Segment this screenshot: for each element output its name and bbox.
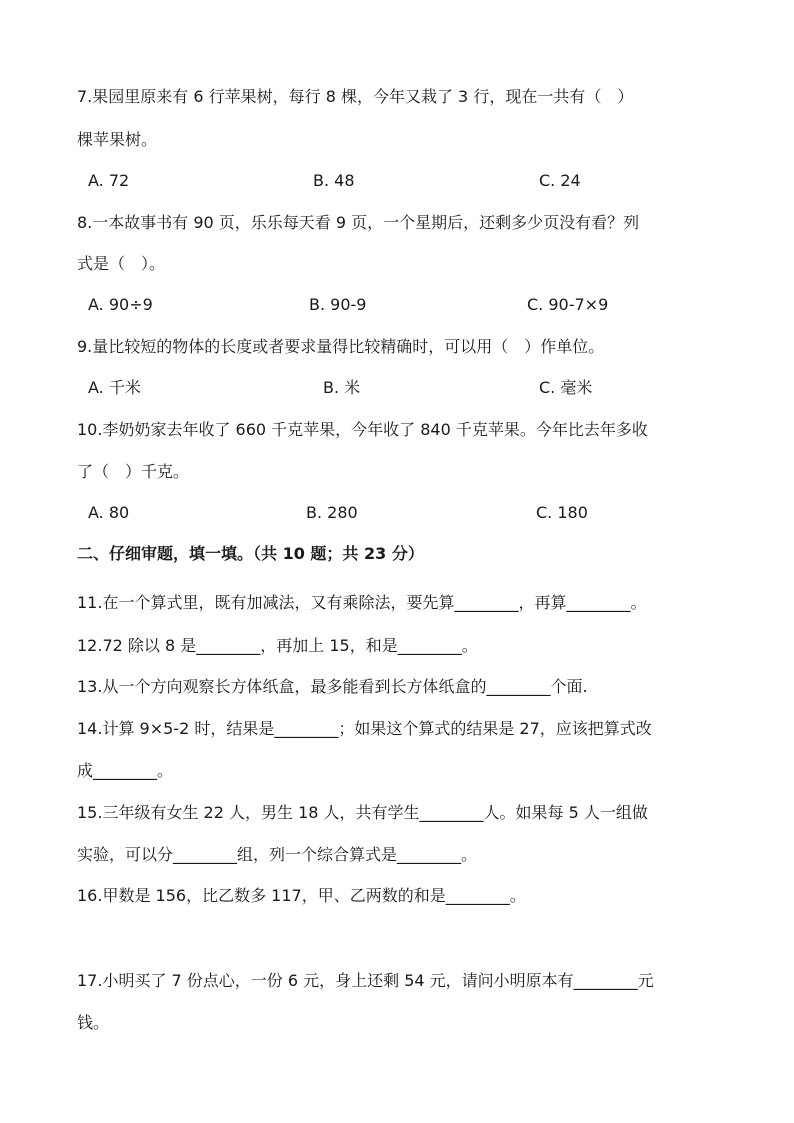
question-8-line-1: 8.一本故事书有 90 页，乐乐每天看 9 页，一个星期后，还剩多少页没有看？列 [77,213,640,232]
question-10-line-1: 10.李奶奶家去年收了 660 千克苹果，今年收了 840 千克苹果。今年比去年多收 [77,420,648,439]
section-2-title: 二、仔细审题，填一填。（共 10 题；共 23 分） [77,544,424,563]
question-7-option-b[interactable]: B. 48 [313,171,355,190]
question-17-line-2: 钱。 [77,1013,110,1032]
question-9-option-a[interactable]: A. 千米 [88,378,141,397]
question-10-line-2: 了（ ）千克。 [77,462,190,481]
question-8-line-2: 式是（ ）。 [77,254,166,273]
question-8-option-c[interactable]: C. 90-7×9 [527,295,609,314]
question-9-option-c[interactable]: C. 毫米 [539,378,593,397]
question-13-line-1: 13.从一个方向观察长方体纸盒，最多能看到长方体纸盒的________个面. [77,677,588,696]
question-10-option-c[interactable]: C. 180 [536,503,588,522]
question-7-line-2: 棵苹果树。 [77,130,158,149]
question-10-option-b[interactable]: B. 280 [306,503,358,522]
question-10-option-a[interactable]: A. 80 [88,503,130,522]
question-7-option-a[interactable]: A. 72 [88,171,130,190]
question-9-option-b[interactable]: B. 米 [323,378,361,397]
question-9-options [0,378,794,398]
question-7-options [0,171,794,191]
question-7-option-c[interactable]: C. 24 [539,171,581,190]
question-7-line-1: 7.果园里原来有 6 行苹果树，每行 8 棵，今年又栽了 3 行，现在一共有（ ） [77,87,634,106]
question-10-options [0,503,794,523]
question-15-line-1: 15.三年级有女生 22 人，男生 18 人，共有学生________人。如果每 5 人一组做 [77,803,648,822]
question-14-line-2: 成________。 [77,761,174,780]
question-8-option-a[interactable]: A. 90÷9 [88,295,153,314]
question-9-line-1: 9.量比较短的物体的长度或者要求量得比较精确时，可以用（ ）作单位。 [77,337,605,356]
question-16-line-1: 16.甲数是 156，比乙数多 117，甲、乙两数的和是________。 [77,886,526,905]
question-14-line-1: 14.计算 9×5-2 时，结果是________；如果这个算式的结果是 27，应该把算式改 [77,719,652,738]
question-11-line-1: 11.在一个算式里，既有加减法，又有乘除法，要先算________，再算________。 [77,593,647,612]
question-8-options [0,295,794,315]
question-8-option-b[interactable]: B. 90-9 [309,295,367,314]
question-12-line-1: 12.72 除以 8 是________，再加上 15，和是________。 [77,636,478,655]
question-17-line-1: 17.小明买了 7 份点心，一份 6 元，身上还剩 54 元，请问小明原本有________元 [77,971,654,990]
question-15-line-2: 实验，可以分________组，列一个综合算式是________。 [77,845,478,864]
